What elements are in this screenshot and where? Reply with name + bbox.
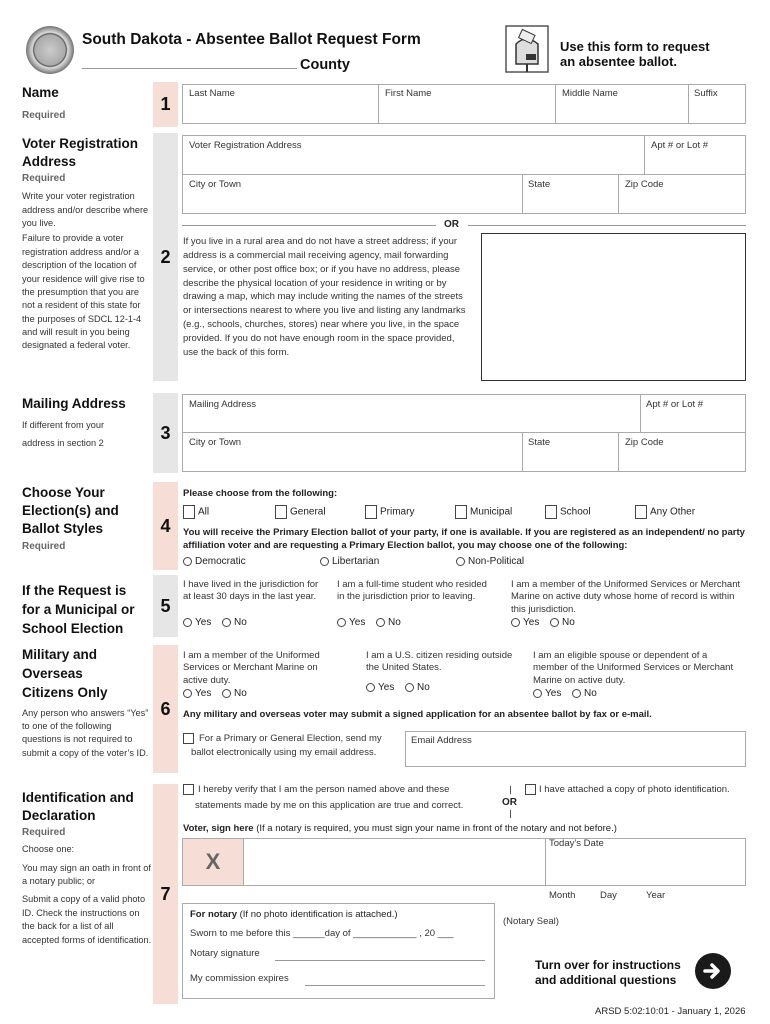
section-6-label: [22, 646, 152, 760]
section-6-number: 6: [153, 645, 178, 773]
registration-state-field[interactable]: State: [528, 179, 551, 190]
sign-here-note: (If a notary is required, you must sign your name in front of the notary and not before.): [253, 823, 617, 834]
registration-address-field[interactable]: Voter Registration Address: [189, 140, 302, 151]
option-any-other-label: Any Other: [650, 506, 696, 518]
q5-2-yes[interactable]: [337, 617, 365, 628]
election-prompt: Please choose from the following:: [183, 488, 338, 499]
signature-field[interactable]: [182, 838, 746, 886]
required-note: Required: [22, 110, 66, 122]
x-mark-box: [183, 839, 243, 885]
section-4-label: [22, 484, 152, 552]
section-5-heading-1: If the Request is: [22, 583, 127, 598]
last-name-field[interactable]: Last Name: [189, 88, 235, 99]
registration-city-field[interactable]: City or Town: [189, 179, 242, 190]
party-democratic[interactable]: [183, 556, 246, 567]
first-name-field[interactable]: First Name: [385, 88, 432, 99]
middle-name-field[interactable]: Middle Name: [562, 88, 618, 99]
option-general-label: General: [290, 506, 326, 518]
section-3-label: [22, 395, 152, 450]
section-3-heading: Mailing Address: [22, 396, 126, 411]
section-6-desc: Any person who answers “Yes” to one of the following questions is not required to submit a copy of the voter’s ID.: [22, 707, 149, 758]
yes-label: Yes: [195, 617, 212, 628]
mailing-city-field[interactable]: City or Town: [189, 437, 242, 448]
choose-one: Choose one:: [22, 844, 75, 855]
option-all[interactable]: [183, 505, 209, 519]
q6-2-yes[interactable]: [366, 682, 394, 693]
rural-instructions: If you live in a rural area and do not have a street address; if your address is a commercial mail receiving agency, mail forwarding service, or other post office box; or if you have no address, please describe the physical location of your residence in writing or by drawing a map, which may include writing the names of the streets or intersections nearest to where you live and listing any landmarks (e.g., schools, churches, stores) near where you live, in the space provided. If you do not have enough room in the space provided, use the back of this form.: [183, 236, 466, 358]
section-6-heading-1: Military and: [22, 647, 98, 662]
option-school-label: School: [560, 506, 591, 518]
q5-3-no[interactable]: [550, 617, 575, 628]
section-4-heading-3: Ballot Styles: [22, 521, 104, 537]
q6-uniformed: I am a member of the Uniformed Services or Merchant Marine on active duty.: [183, 650, 320, 686]
mailing-zip-field[interactable]: Zip Code: [625, 437, 664, 448]
section-2-desc-1: Write your voter registration address and/or describe where you live.: [22, 191, 149, 229]
email-ballot-option[interactable]: [183, 733, 382, 745]
section-2-number: 2: [153, 133, 178, 381]
verify-checkbox[interactable]: [183, 784, 449, 796]
photo-id-checkbox[interactable]: [525, 784, 730, 796]
turn-over-text-2: and additional questions: [535, 973, 677, 987]
commission-line[interactable]: [305, 985, 485, 986]
section-2-heading-1: Voter Registration: [22, 136, 139, 151]
notary-signature-label: Notary signature: [190, 948, 260, 959]
required-note: Required: [22, 173, 66, 185]
yes-label: Yes: [195, 688, 212, 699]
section-6-heading-3: Citizens Only: [22, 684, 108, 700]
section-6-heading-2: Overseas: [22, 665, 83, 681]
mailing-state-field[interactable]: State: [528, 437, 551, 448]
q5-student: I am a full-time student who resided in the jurisdiction prior to leaving.: [337, 579, 487, 603]
q6-1-yes[interactable]: [183, 688, 211, 699]
option-municipal-label: Municipal: [470, 506, 513, 518]
q5-lived-30-days: I have lived in the jurisdiction for at least 30 days in the last year.: [183, 579, 319, 603]
section-1-number: 1: [153, 82, 178, 127]
option-all-label: All: [198, 506, 210, 518]
option-any-other[interactable]: [635, 505, 695, 519]
section-4-heading-1: Choose Your: [22, 485, 105, 500]
section-5-number: 5: [153, 575, 178, 637]
email-address-label: Email Address: [411, 735, 472, 746]
use-form-text-1: Use this form to request: [560, 39, 710, 54]
section-7-desc-1: You may sign an oath in front of a notary public; or: [22, 862, 151, 887]
commission-label: My commission expires: [190, 973, 289, 984]
section-2-desc-2: Failure to provide a voter registration address and/or a description of the location of your residence will give rise to the presumption that you are not a resident of this state for the purposes of SDCL 12-1-4 and will result in you being designated a federal voter.: [22, 233, 145, 351]
party-non-political[interactable]: [456, 556, 524, 567]
section-5-heading-2: for a Municipal or: [22, 601, 135, 617]
suffix-field[interactable]: Suffix: [694, 88, 718, 99]
section-1-label: [22, 84, 152, 121]
mailing-apt-field[interactable]: Apt # or Lot #: [646, 399, 704, 410]
option-primary[interactable]: [365, 505, 414, 519]
no-label: No: [562, 617, 575, 628]
section-7-heading-2: Declaration: [22, 808, 96, 824]
q5-3-yes[interactable]: [511, 617, 539, 628]
verify-line-1: I hereby verify that I am the person named above and these: [198, 784, 450, 796]
sign-here-bold: Voter, sign here: [183, 823, 254, 834]
use-form-text-2: an absentee ballot.: [560, 54, 678, 69]
registration-apt-field[interactable]: Apt # or Lot #: [651, 140, 709, 151]
photo-id-label: I have attached a copy of photo identification.: [539, 784, 730, 796]
sworn-line[interactable]: Sworn to me before this ______day of ____________ , 20 ___: [190, 928, 454, 939]
notary-bold: For notary: [190, 909, 237, 920]
required-note: Required: [22, 827, 66, 839]
email-option-line-1: For a Primary or General Election, send my: [199, 733, 382, 745]
notary-signature-line[interactable]: [275, 960, 485, 961]
section-7-desc-2: Submit a copy of a valid photo ID. Check the instructions on the back for a list of all accepted forms of identification.: [22, 894, 152, 945]
q5-1-no[interactable]: [222, 617, 247, 628]
or-divider: OR: [444, 219, 459, 230]
arrow-right-icon: [695, 953, 731, 989]
q6-3-yes[interactable]: [533, 688, 561, 699]
email-option-line-2: ballot electronically using my email address.: [191, 747, 377, 758]
section-7-label: [22, 789, 152, 947]
section-5-heading-3: School Election: [22, 620, 124, 636]
q5-1-yes[interactable]: [183, 617, 211, 628]
no-label: No: [234, 617, 247, 628]
q6-3-no[interactable]: [572, 688, 597, 699]
sign-instruction: [183, 823, 617, 834]
or-label: OR: [502, 797, 517, 808]
section-7-number: 7: [153, 784, 178, 1004]
section-1-heading: Name: [22, 85, 59, 100]
no-label: No: [584, 688, 597, 699]
option-school[interactable]: [545, 505, 591, 519]
section-7-heading-1: Identification and: [22, 790, 134, 805]
yes-label: Yes: [378, 682, 395, 693]
section-5-label: [22, 582, 152, 639]
option-general[interactable]: [275, 505, 326, 519]
day-label: Day: [600, 890, 617, 901]
county-label: County: [300, 57, 350, 73]
required-note: Required: [22, 540, 66, 552]
yes-label: Yes: [349, 617, 366, 628]
q6-overseas: I am a U.S. citizen residing outside the United States.: [366, 650, 513, 674]
q6-spouse: I am an eligible spouse or dependent of a member of the Uniformed Services or Merchant Marine on active duty.: [533, 650, 734, 686]
section-2-label: [22, 135, 152, 353]
party-non-political-label: Non-Political: [468, 556, 525, 567]
party-libertarian[interactable]: [320, 556, 379, 567]
section-4-number: 4: [153, 482, 178, 570]
month-label: Month: [549, 890, 576, 901]
fax-email-note: Any military and overseas voter may submit a signed application for an absentee ballot by fax or e-mail.: [183, 709, 652, 720]
registration-zip-field[interactable]: Zip Code: [625, 179, 664, 190]
q6-2-no[interactable]: [405, 682, 430, 693]
county-line: [82, 68, 297, 69]
todays-date-label[interactable]: Today’s Date: [549, 838, 604, 849]
section-2-heading-2: Address: [22, 154, 77, 170]
party-libertarian-label: Libertarian: [332, 556, 380, 567]
year-label: Year: [646, 890, 666, 901]
section-3-desc-2: address in section 2: [22, 437, 104, 448]
form-code: ARSD 5:02:10:01 - January 1, 2026: [595, 1006, 746, 1017]
form-title: South Dakota - Absentee Ballot Request Form: [82, 31, 421, 48]
section-3-number: 3: [153, 393, 178, 473]
option-municipal[interactable]: [455, 505, 512, 519]
mailing-address-field[interactable]: Mailing Address: [189, 399, 257, 410]
q6-1-no[interactable]: [222, 688, 247, 699]
x-mark: X: [205, 849, 221, 874]
no-label: No: [417, 682, 430, 693]
notary-heading: [190, 909, 398, 920]
primary-note: You will receive the Primary Election ballot of your party, if one is available. If you are registered as an independent/ no party affiliation voter and are requesting a Primary Election ballot, you may choose one of the following:: [183, 527, 745, 551]
yes-label: Yes: [523, 617, 540, 628]
verify-line-2: statements made by me on this application are true and correct.: [195, 800, 464, 811]
option-primary-label: Primary: [380, 506, 415, 518]
party-democratic-label: Democratic: [195, 556, 246, 567]
yes-label: Yes: [545, 688, 562, 699]
turn-over-text-1: Turn over for instructions: [535, 958, 681, 972]
name-fields: [182, 84, 746, 124]
notary-seal-label: (Notary Seal): [503, 916, 559, 927]
no-label: No: [234, 688, 247, 699]
q5-2-no[interactable]: [376, 617, 401, 628]
state-seal-icon: [26, 26, 74, 74]
section-4-heading-2: Election(s) and: [22, 503, 119, 519]
no-label: No: [388, 617, 401, 628]
section-3-desc-1: If different from your: [22, 420, 105, 431]
mailbox-icon: [504, 24, 550, 74]
q5-uniformed: I am a member of the Uniformed Services or Merchant Marine on active duty whose home of record is within this jurisdiction.: [511, 579, 741, 615]
location-description-box[interactable]: [481, 233, 746, 381]
notary-note: (If no photo identification is attached.): [236, 909, 398, 920]
